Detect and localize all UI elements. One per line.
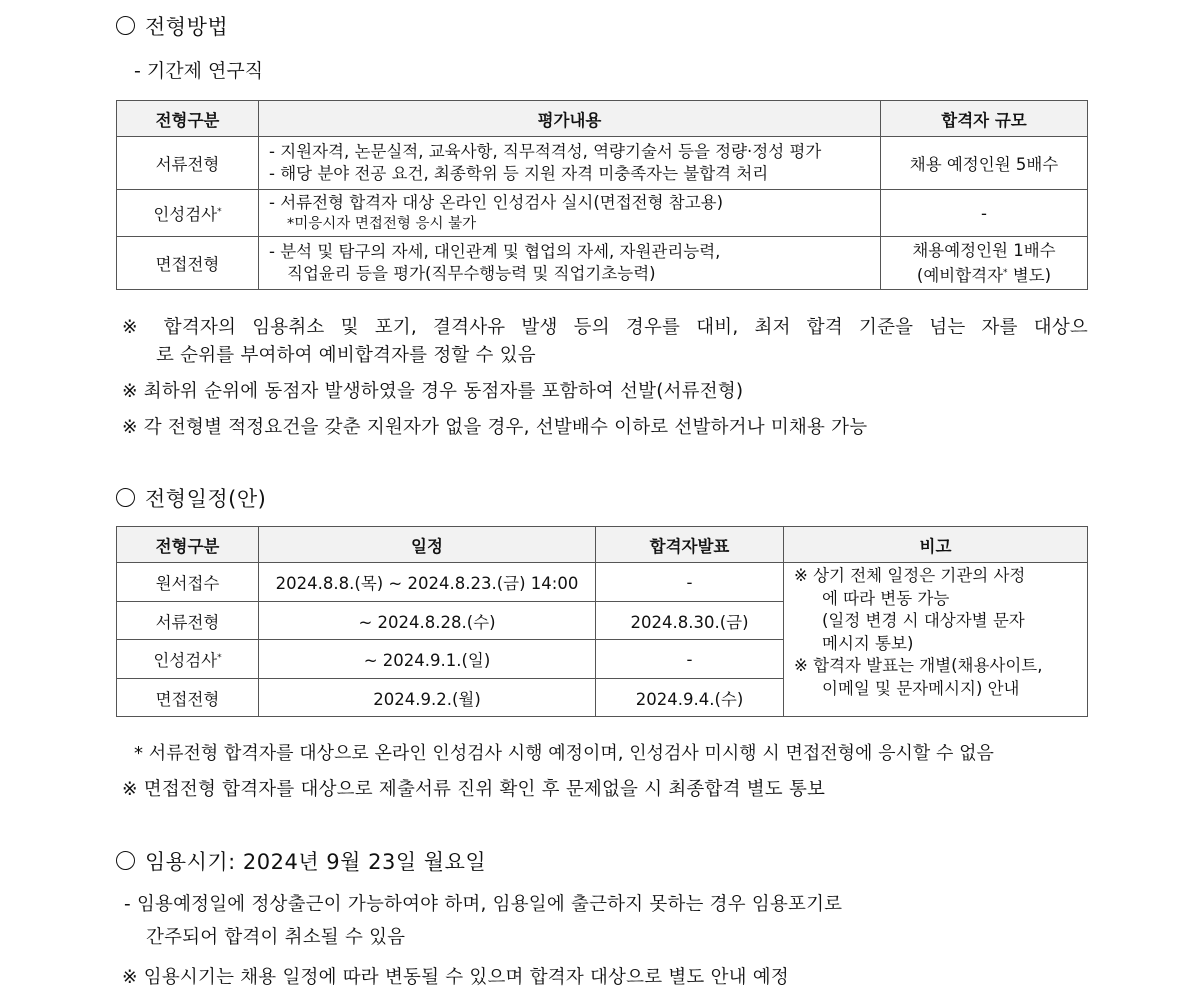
note-no-hire: ※ 각 전형별 적정요건을 갖춘 지원자가 없을 경우, 선발배수 이하로 선발하거나 미채용 가능 (122, 417, 868, 438)
table-header-row (117, 101, 1088, 137)
stage-cell: 면접전형 (117, 679, 259, 717)
date-cell: ~ 2024.9.1.(일) (259, 640, 596, 679)
note-reserve-cont: 로 순위를 부여하여 예비합격자를 정할 수 있음 (156, 345, 536, 366)
table-header-row (117, 527, 1088, 563)
scale-cell: - (881, 190, 1088, 237)
header-stage: 전형구분 (117, 101, 259, 137)
stage-cell: 인성검사* (117, 640, 259, 679)
stage-cell: 서류전형 (117, 137, 259, 190)
content-cell: - 지원자격, 논문실적, 교육사항, 직무적격성, 역량기술서 등을 정량·정성 평가 - 해당 분야 전공 요건, 최종학위 등 지원 자격 미충족자는 불합격 처리 (259, 137, 881, 190)
section-heading-method: 전형방법 (116, 11, 228, 41)
stage-cell: 면접전형 (117, 237, 259, 290)
table-row (117, 563, 1088, 602)
note-reserve: ※ 합격자의 임용취소 및 포기, 결격사유 발생 등의 경우를 대비, 최저 합격 기준을 넘는 자를 대상으 (122, 317, 1088, 338)
table-row (117, 237, 1088, 290)
date-cell: ~ 2024.8.28.(수) (259, 602, 596, 640)
appointment-line-1: - 임용예정일에 정상출근이 가능하여야 하며, 임용일에 출근하지 못하는 경우 임용포기로 (124, 894, 843, 915)
stage-cell: 인성검사* (117, 190, 259, 237)
header-announce: 합격자발표 (596, 527, 784, 563)
section-heading-schedule: 전형일정(안) (116, 483, 266, 513)
header-remarks: 비고 (784, 527, 1088, 563)
table-row (117, 190, 1088, 237)
date-cell: 2024.8.8.(목) ~ 2024.8.23.(금) 14:00 (259, 563, 596, 602)
appointment-line-2: 간주되어 합격이 취소될 수 있음 (146, 927, 406, 948)
header-stage: 전형구분 (117, 527, 259, 563)
date-cell: 2024.9.2.(월) (259, 679, 596, 717)
remarks-cell: ※ 상기 전체 일정은 기관의 사정 에 따라 변동 가능 (일정 변경 시 대상자별 문자 메시지 통보) ※ 합격자 발표는 개별(채용사이트, 이메일 및 문자메시지) 안내 (784, 563, 1088, 717)
announce-cell: 2024.9.4.(수) (596, 679, 784, 717)
stage-cell: 서류전형 (117, 602, 259, 640)
circle-bullet-icon (116, 488, 135, 507)
circle-bullet-icon (116, 851, 135, 870)
note-tie: ※ 최하위 순위에 동점자 발생하였을 경우 동점자를 포함하여 선발(서류전형) (122, 381, 744, 402)
schedule-table (116, 526, 1088, 717)
appointment-note: ※ 임용시기는 채용 일정에 따라 변동될 수 있으며 합격자 대상으로 별도 안내 예정 (122, 967, 789, 988)
evaluation-table (116, 100, 1088, 290)
content-cell: - 분석 및 탐구의 자세, 대인관계 및 협업의 자세, 자원관리능력, 직업윤리 등을 평가(직무수행능력 및 직업기초능력) (259, 237, 881, 290)
announce-cell: 2024.8.30.(금) (596, 602, 784, 640)
header-content: 평가내용 (259, 101, 881, 137)
section-heading-appointment: 임용시기: 2024년 9월 23일 월요일 (116, 846, 486, 876)
circle-bullet-icon (116, 16, 135, 35)
header-scale: 합격자 규모 (881, 101, 1088, 137)
announce-cell: - (596, 640, 784, 679)
note-personality-test: * 서류전형 합격자를 대상으로 온라인 인성검사 시행 예정이며, 인성검사 미시행 시 면접전형에 응시할 수 없음 (134, 743, 994, 764)
subheading-contract-research: - 기간제 연구직 (134, 60, 264, 82)
scale-cell: 채용예정인원 1배수 (예비합격자* 별도) (881, 237, 1088, 290)
header-date: 일정 (259, 527, 596, 563)
note-document-check: ※ 면접전형 합격자를 대상으로 제출서류 진위 확인 후 문제없을 시 최종합격 별도 통보 (122, 779, 826, 800)
table-row (117, 137, 1088, 190)
scale-cell: 채용 예정인원 5배수 (881, 137, 1088, 190)
stage-cell: 원서접수 (117, 563, 259, 602)
content-cell: - 서류전형 합격자 대상 온라인 인성검사 실시(면접전형 참고용) *미응시자 면접전형 응시 불가 (259, 190, 881, 237)
announce-cell: - (596, 563, 784, 602)
